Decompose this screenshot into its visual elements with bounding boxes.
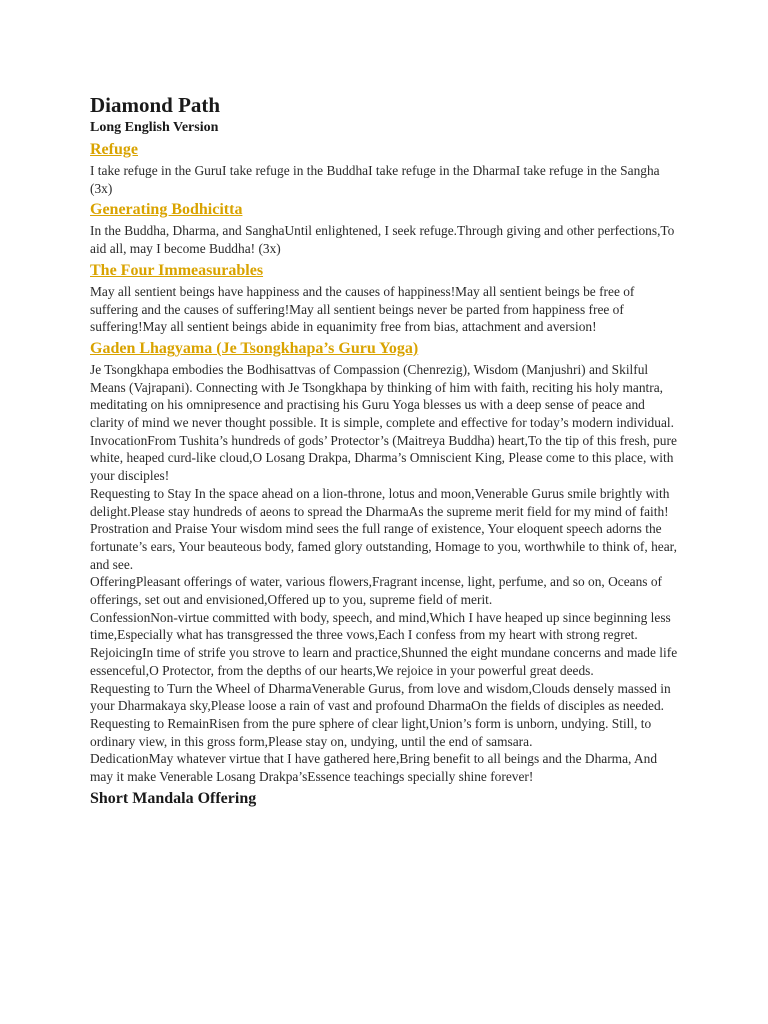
heading-short-mandala-offering: Short Mandala Offering	[90, 789, 257, 807]
section-short-mandala	[90, 786, 680, 811]
heading-four-immeasurables-link[interactable]: The Four Immeasurables	[90, 261, 264, 279]
section-generating-bodhicitta	[90, 197, 680, 222]
document-title: Diamond Path	[90, 93, 221, 117]
heading-generating-bodhicitta-link[interactable]: Generating Bodhicitta	[90, 201, 243, 219]
paragraph-invocation: InvocationFrom Tushita’s hundreds of gods’ Protector’s (Maitreya Buddha) heart,To the tip of this fresh, pure white, heaped curd-like cloud,O Losang Drakpa, Dharma’s Omniscient King, Please come to this place, with your disciples!	[90, 432, 677, 484]
paragraph-prostration: Prostration and Praise Your wisdom mind sees the full range of existence, Your eloquent speech adorns the fortunate’s ears, Your beauteous body, famed glory outstanding, Homage to you, worthwhile to think of, hear, and see.	[90, 521, 677, 572]
document-subtitle: Long English Version	[90, 120, 219, 135]
heading-gaden-lhagyama-link[interactable]: Gaden Lhagyama (Je Tsongkhapa’s Guru Yoga)	[90, 339, 419, 357]
paragraph-turn-wheel: Requesting to Turn the Wheel of DharmaVenerable Gurus, from love and wisdom,Clouds densely massed in your Dharmakaya sky,Please loose a rain of vast and profound DharmaOn the fields of disciples as needed.	[90, 680, 671, 714]
paragraph-intro: Je Tsongkhapa embodies the Bodhisattvas of Compassion (Chenrezig), Wisdom (Manjushri) and Skilful Means (Vajrapani). Connecting with Je Tsongkhapa by thinking of him with faith, reciting his holy mantra, meditating on his omnipresence and practising his Guru Yoga blesses us with a deep sense of peace and clarity of mind we never thought possible. It is simple, complete and effective for today’s modern individual.	[90, 361, 674, 431]
paragraph-offering: OfferingPleasant offerings of water, various flowers,Fragrant incense, light, perfume, and so on, Oceans of offerings, set out and envisioned,Offered up to you, supreme field of merit.	[90, 574, 662, 608]
paragraph: In the Buddha, Dharma, and SanghaUntil enlightened, I seek refuge.Through giving and other perfections,To aid all, may I become Buddha! (3x)	[90, 223, 675, 257]
paragraph-confession: ConfessionNon-virtue committed with body, speech, and mind,Which I have heaped up since beginning less time,Especially what has transgressed the three vows,Each I confess from my heart with strong regret.	[90, 609, 671, 643]
document-content	[90, 93, 680, 811]
paragraph-remain: Requesting to RemainRisen from the pure sphere of clear light,Union’s form is unborn, undying. Still, to ordinary view, in this gross form,Please stay on, undying, until the end of samsara.	[90, 715, 652, 749]
paragraph-requesting-to-stay: Requesting to Stay In the space ahead on a lion-throne, lotus and moon,Venerable Gurus smile brightly with delight.Please stay hundreds of aeons to spread the DharmaAs the supreme merit field for my mind of faith!	[90, 485, 670, 519]
paragraph: I take refuge in the GuruI take refuge in the BuddhaI take refuge in the DharmaI take refuge in the Sangha (3x)	[90, 163, 660, 196]
paragraph-dedication: DedicationMay whatever virtue that I have gathered here,Bring benefit to all beings and the Dharma, And may it make Venerable Losang Drakpa’sEssence teachings specially shine forever!	[90, 751, 658, 785]
section-gaden-lhagyama	[90, 336, 680, 361]
heading-refuge-link[interactable]: Refuge	[90, 141, 138, 158]
section-refuge	[90, 137, 680, 162]
paragraph: May all sentient beings have happiness and the causes of happiness!May all sentient beings be free of suffering and the causes of suffering!May all sentient beings never be parted from happiness free of suffering!May all sentient beings abide in equanimity free from bias, attachment and aversion!	[90, 283, 635, 335]
paragraph-rejoicing: RejoicingIn time of strife you strove to learn and practice,Shunned the eight mundane concerns and made life essenceful,O Protector, from the depths of our hearts,We rejoice in your powerful great deeds.	[90, 645, 678, 678]
section-four-immeasurables	[90, 258, 680, 283]
